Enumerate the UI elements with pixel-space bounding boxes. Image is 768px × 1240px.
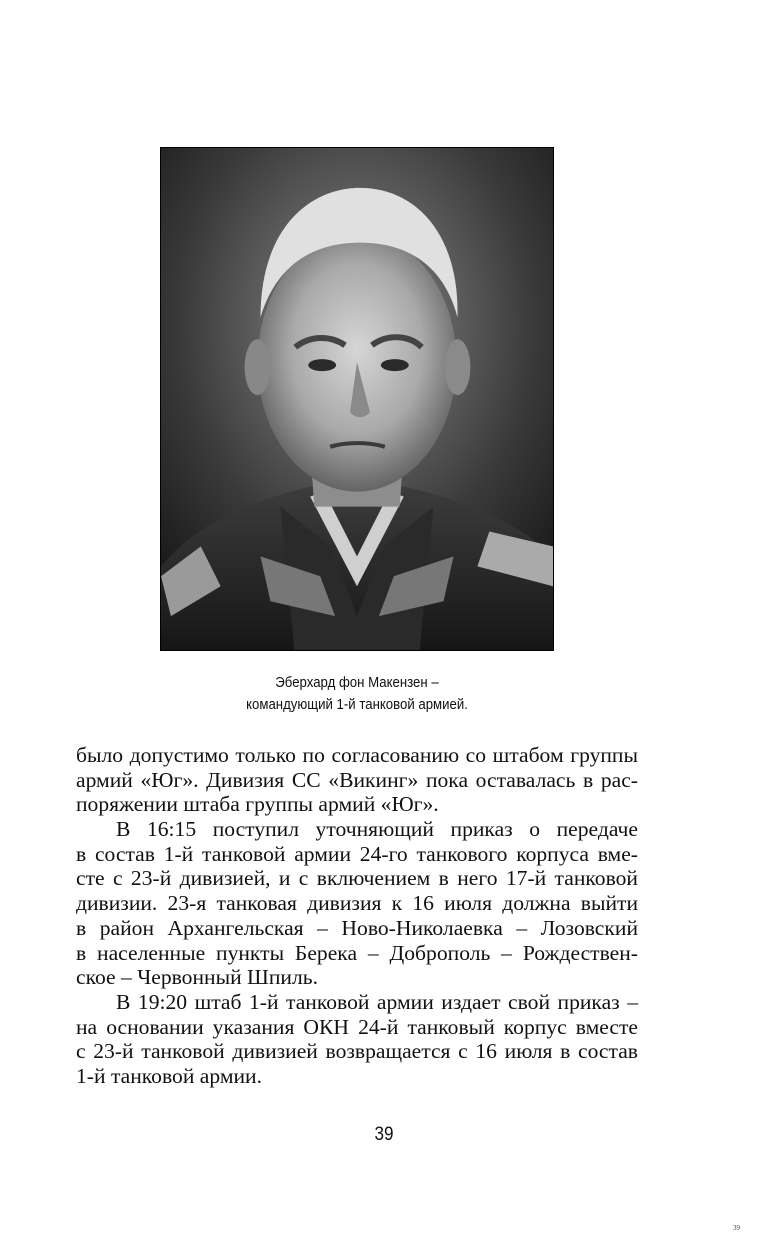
- text-line: поряжении штаба группы армий «Юг».: [76, 792, 439, 817]
- page-number: 39: [374, 1124, 394, 1145]
- corner-page-number: 39: [733, 1224, 740, 1232]
- text-line: В 19:20 штаб 1-й танковой армии издает свой приказ –: [116, 989, 638, 1014]
- text-line: в населенные пункты Берека – Доброполь – Рождествен-: [76, 940, 638, 965]
- text-line: сте с 23-й дивизией, и с включением в него 17-й танковой: [76, 866, 638, 891]
- portrait-photo: [160, 147, 554, 651]
- text-line: было допустимо только по согласованию со штабом группы: [76, 743, 638, 767]
- photo-caption-line-2: командующий 1-й танковой армией.: [246, 696, 468, 713]
- text-line: армий «Юг». Дивизия СС «Викинг» пока оставалась в рас-: [76, 767, 638, 792]
- text-line: на основании указания ОКН 24-й танковый корпус вместе: [76, 1014, 638, 1039]
- text-line: в район Архангельская – Ново-Николаевка – Лозовский: [76, 915, 638, 940]
- photo-caption-line-1: Эберхард фон Макензен –: [275, 674, 439, 691]
- text-line: дивизии. 23-я танковая дивизия к 16 июля должна выйти: [76, 891, 638, 916]
- text-line: В 16:15 поступил уточняющий приказ о передаче: [116, 817, 638, 842]
- body-text: [76, 743, 638, 1089]
- text-line: в состав 1-й танковой армии 24-го танкового корпуса вме-: [76, 841, 638, 866]
- text-line: 1-й танковой армии.: [76, 1063, 263, 1088]
- text-line: ское – Червонный Шпиль.: [76, 965, 318, 990]
- portrait-photo-icon: [161, 148, 553, 650]
- text-line: с 23-й танковой дивизией возвращается с 16 июля в состав: [76, 1039, 638, 1064]
